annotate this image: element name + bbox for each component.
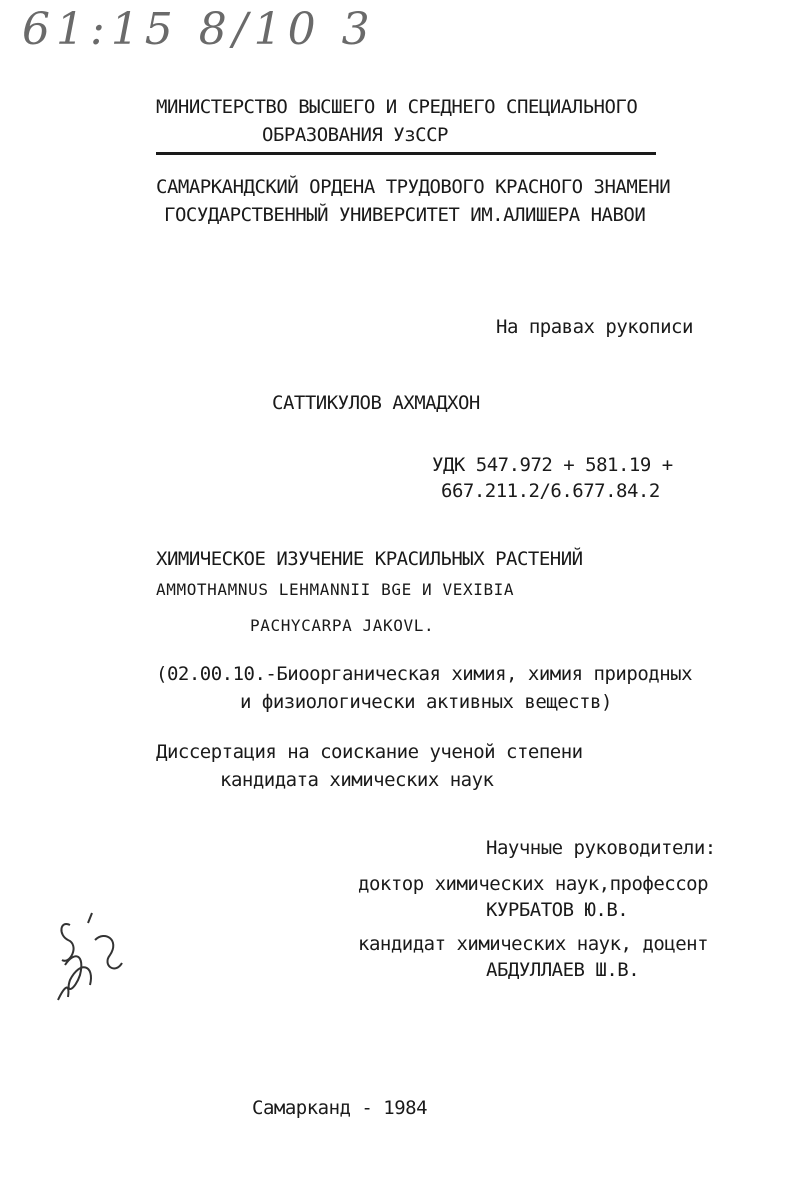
title-line-1: ХИМИЧЕСКОЕ ИЗУЧЕНИЕ КРАСИЛЬНЫХ РАСТЕНИЙ: [156, 548, 583, 570]
university-line-1: САМАРКАНДСКИЙ ОРДЕНА ТРУДОВОГО КРАСНОГО ЗНАМЕНИ: [156, 176, 671, 198]
ministry-line-1: МИНИСТЕРСТВО ВЫСШЕГО И СРЕДНЕГО СПЕЦИАЛЬНОГО: [156, 96, 638, 118]
udc-line-1: УДК 547.972 + 581.19 +: [432, 454, 673, 476]
specialty-line-2: и физиологически активных веществ): [240, 691, 612, 713]
manuscript-rights: На правах рукописи: [496, 316, 693, 338]
supervisor-2-name: АБДУЛЛАЕВ Ш.В.: [486, 959, 640, 981]
supervisors-heading: Научные руководители:: [486, 837, 716, 859]
supervisor-2-title: кандидат химических наук, доцент: [358, 933, 709, 955]
handwritten-signature-icon: [40, 905, 130, 1005]
title-line-3: PACHYCARPA JAKOVL.: [250, 616, 435, 635]
place-and-year: Самарканд - 1984: [252, 1097, 428, 1119]
specialty-line-1: (02.00.10.-Биоорганическая химия, химия природных: [156, 663, 693, 685]
degree-line-2: кандидата химических наук: [220, 769, 494, 791]
supervisor-1-name: КУРБАТОВ Ю.В.: [486, 899, 629, 921]
header-divider: [156, 152, 656, 155]
degree-line-1: Диссертация на соискание ученой степени: [156, 741, 583, 763]
udc-line-2: 667.211.2/6.677.84.2: [441, 480, 660, 502]
handwritten-archive-number: 61:15 8/10 3: [22, 4, 376, 55]
title-line-2: AMMOTHAMNUS LEHMANNII BGE И VEXIBIA: [156, 580, 515, 599]
university-line-2: ГОСУДАРСТВЕННЫЙ УНИВЕРСИТЕТ ИМ.АЛИШЕРА НАВОИ: [164, 204, 646, 226]
author-name: САТТИКУЛОВ АХМАДХОН: [272, 392, 480, 414]
supervisor-1-title: доктор химических наук,профессор: [358, 873, 709, 895]
ministry-line-2: ОБРАЗОВАНИЯ УзССР: [262, 124, 448, 146]
